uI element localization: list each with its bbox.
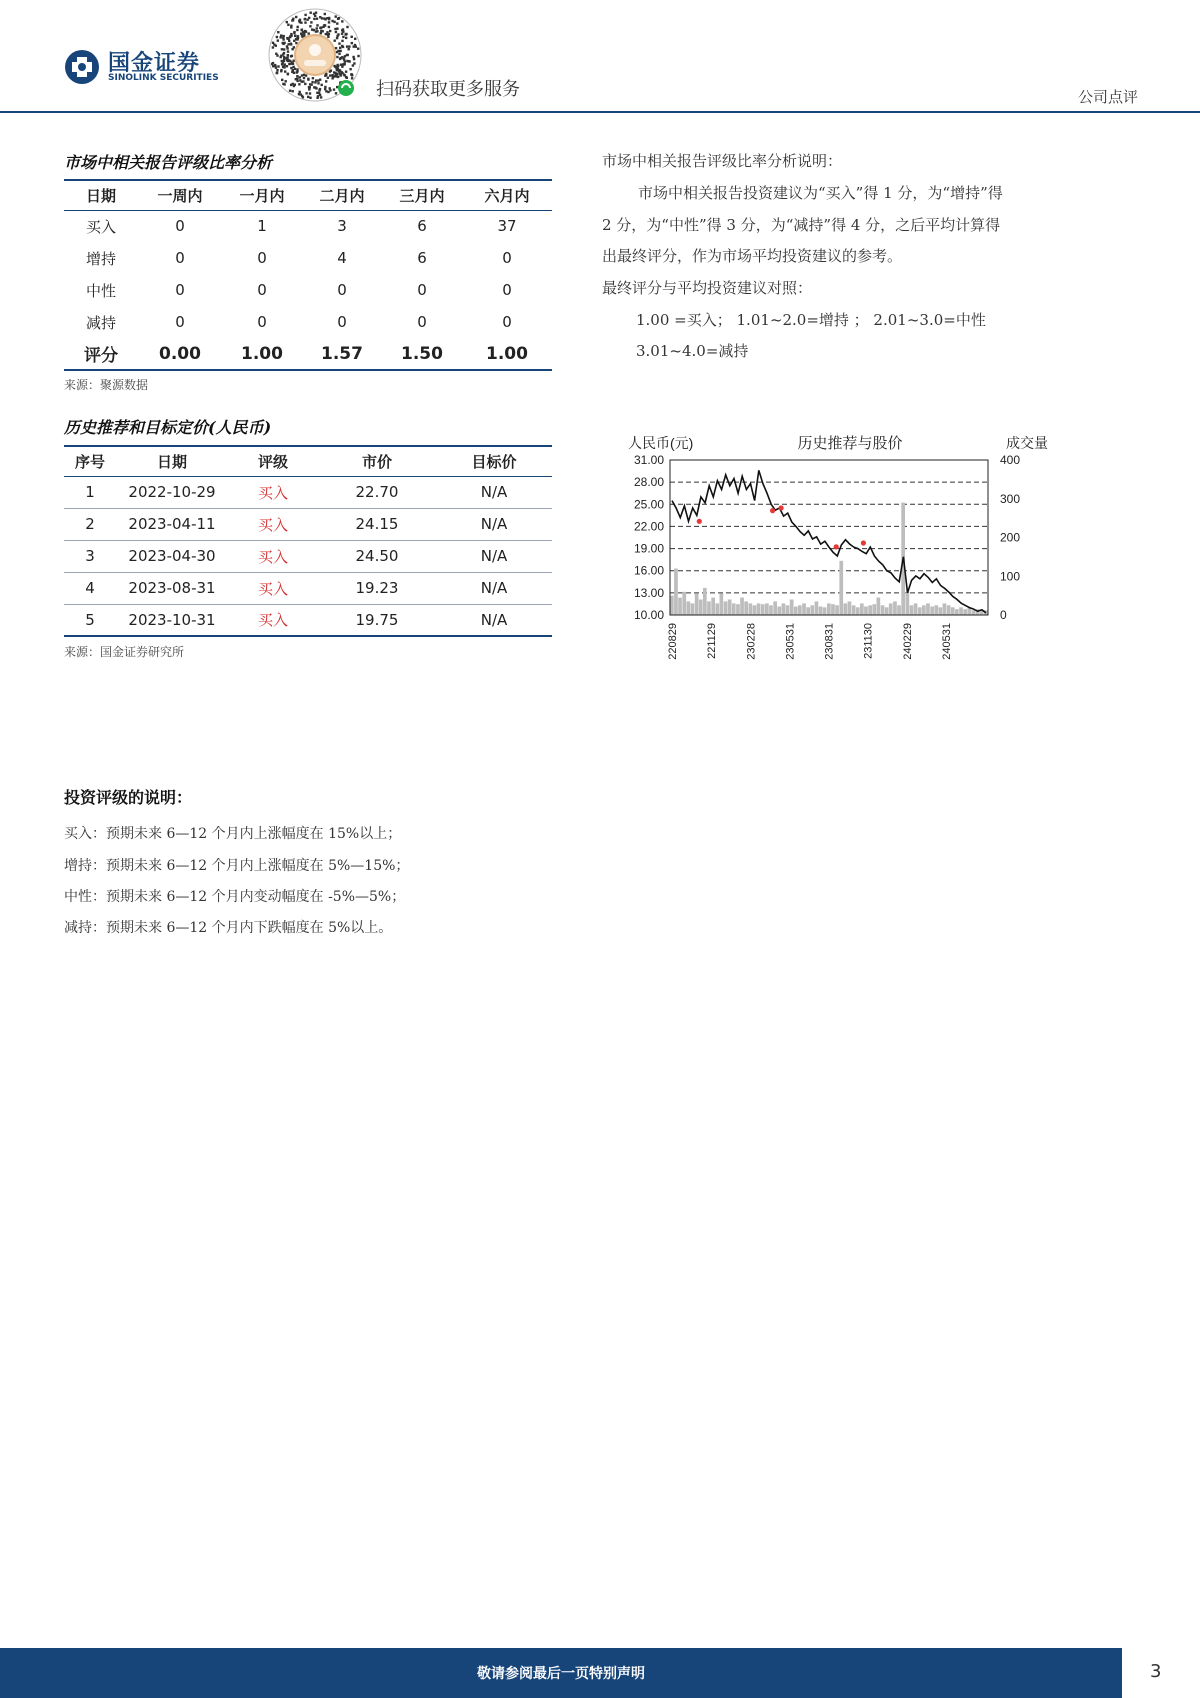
y-tick-label-right: 0 bbox=[1000, 608, 1007, 622]
volume-bar bbox=[806, 607, 810, 615]
y-tick-label-right: 300 bbox=[1000, 491, 1021, 506]
table-cell: 1.57 bbox=[321, 343, 363, 364]
volume-bar bbox=[678, 598, 682, 615]
volume-bar bbox=[823, 607, 827, 615]
table-cell: 2023-08-31 bbox=[128, 579, 216, 597]
volume-bar bbox=[695, 594, 699, 615]
table-cell: 3 bbox=[337, 217, 347, 236]
rating-cell: 买入 bbox=[257, 611, 288, 630]
volume-bar bbox=[827, 603, 831, 615]
table-cell: 2023-04-30 bbox=[128, 547, 216, 565]
volume-bar bbox=[930, 607, 934, 616]
table-cell: 0 bbox=[417, 313, 427, 331]
x-tick-label: 240229 bbox=[901, 623, 914, 660]
table-cell: 22.70 bbox=[355, 483, 399, 501]
volume-bar bbox=[736, 604, 740, 615]
table-cell: 2023-10-31 bbox=[128, 610, 216, 629]
table-cell: 1.00 bbox=[241, 343, 283, 364]
logo-english-name: SINOLINK SECURITIES bbox=[108, 73, 219, 83]
volume-bar bbox=[918, 607, 922, 615]
chart-gridlines bbox=[670, 482, 988, 593]
recommendation-marker bbox=[861, 540, 866, 545]
y-tick-label-left: 13.00 bbox=[633, 585, 664, 600]
volume-bar bbox=[943, 603, 947, 615]
rating-definition-buy: 买入：预期未来 6—12 个月内上涨幅度在 15%以上； bbox=[64, 826, 402, 842]
y-tick-label-right: 200 bbox=[1000, 530, 1021, 545]
plot-frame bbox=[670, 460, 988, 615]
chart-ylabel-right: 成交量 bbox=[1006, 435, 1048, 451]
rating-definition-overweight: 增持：预期未来 6—12 个月内上涨幅度在 5%—15%； bbox=[64, 858, 410, 874]
y-axis-right-ticks bbox=[1000, 453, 1020, 622]
price-line-group bbox=[672, 470, 986, 613]
volume-bar bbox=[703, 588, 707, 615]
explanation-line: 市场中相关报告投资建议为“买入”得 1 分，为“增持”得 bbox=[638, 184, 1003, 202]
volume-bar bbox=[802, 603, 806, 615]
explanation-line: 1.00 =买入； 1.01~2.0=增持 ； 2.01~3.0=中性 bbox=[636, 311, 986, 329]
row-label: 评分 bbox=[84, 346, 118, 366]
table-cell: 1.00 bbox=[486, 343, 528, 364]
history-table-title: 历史推荐和目标定价(人民币) bbox=[64, 418, 272, 437]
table-row bbox=[64, 540, 552, 572]
volume-bar bbox=[947, 605, 951, 615]
volume-bar bbox=[963, 609, 967, 615]
volume-area bbox=[670, 503, 988, 615]
footer-disclaimer-note: 敬请参阅最后一页特别声明 bbox=[477, 1666, 645, 1682]
x-tick-label: 230831 bbox=[823, 623, 836, 660]
table-cell: N/A bbox=[480, 579, 508, 597]
explanation-line: 出最终评分，作为市场平均投资建议的参考。 bbox=[602, 247, 903, 265]
volume-bar bbox=[765, 603, 769, 615]
volume-bar bbox=[864, 607, 868, 616]
volume-bar bbox=[967, 608, 971, 615]
volume-bar bbox=[877, 598, 881, 615]
volume-bar bbox=[868, 605, 872, 615]
column-header: 二月内 bbox=[319, 186, 365, 205]
volume-bar bbox=[934, 605, 938, 615]
volume-bar bbox=[724, 601, 728, 615]
row-label: 减持 bbox=[85, 313, 116, 332]
volume-bar bbox=[922, 605, 926, 615]
column-header: 三月内 bbox=[399, 186, 445, 205]
explanation-title: 市场中相关报告评级比率分析说明： bbox=[602, 152, 843, 170]
table-cell: 0 bbox=[175, 313, 185, 331]
page-number: 3 bbox=[1150, 1661, 1162, 1682]
rating-table-title: 市场中相关报告评级比率分析 bbox=[64, 153, 273, 172]
volume-bar bbox=[786, 605, 790, 615]
volume-bar bbox=[852, 605, 856, 615]
table-row bbox=[64, 476, 552, 508]
table-cell: 0 bbox=[337, 281, 347, 299]
volume-bar bbox=[815, 601, 819, 615]
volume-bar bbox=[707, 601, 711, 615]
table-cell: 0 bbox=[175, 249, 185, 267]
table-cell: 4 bbox=[85, 579, 95, 597]
price-history-chart bbox=[615, 430, 1075, 690]
table-row bbox=[64, 210, 552, 242]
volume-bar bbox=[794, 607, 798, 616]
table-cell: 24.15 bbox=[355, 515, 399, 533]
document-type-label: 公司点评 bbox=[1077, 88, 1138, 106]
volume-bar bbox=[715, 603, 719, 615]
x-tick-label: 220829 bbox=[667, 623, 679, 660]
volume-bar bbox=[749, 603, 753, 615]
volume-bar bbox=[831, 604, 835, 615]
volume-bar bbox=[972, 610, 976, 615]
rating-definition-neutral: 中性：预期未来 6—12 个月内变动幅度在 -5%—5%； bbox=[64, 889, 406, 905]
volume-bar bbox=[761, 604, 765, 615]
y-tick-label-right: 100 bbox=[1000, 569, 1021, 584]
table-row bbox=[64, 306, 552, 338]
volume-bar bbox=[939, 607, 943, 615]
volume-bar bbox=[910, 605, 914, 615]
table-cell: 0 bbox=[257, 249, 267, 267]
volume-bar bbox=[980, 611, 984, 615]
volume-bar bbox=[881, 605, 885, 615]
volume-bar bbox=[740, 598, 744, 615]
table-cell: 0 bbox=[257, 281, 267, 299]
volume-bar bbox=[773, 601, 777, 615]
score-row bbox=[64, 338, 552, 370]
table-cell: 1.50 bbox=[401, 343, 443, 364]
table-cell: 0 bbox=[257, 313, 267, 331]
y-tick-label-left: 28.00 bbox=[633, 475, 664, 490]
qr-caption: 扫码获取更多服务 bbox=[376, 79, 520, 100]
column-header: 日期 bbox=[85, 186, 116, 205]
column-header: 一周内 bbox=[157, 186, 203, 205]
x-tick-label: 221129 bbox=[706, 623, 719, 659]
mini-program-qr-code[interactable] bbox=[266, 6, 364, 104]
volume-bar bbox=[835, 605, 839, 615]
column-header: 六月内 bbox=[484, 186, 530, 205]
table-cell: 37 bbox=[497, 217, 517, 236]
table-cell: 6 bbox=[417, 249, 427, 267]
table-row bbox=[64, 242, 552, 274]
y-tick-label-left: 19.00 bbox=[633, 541, 664, 556]
volume-bar bbox=[959, 607, 963, 615]
volume-bar bbox=[897, 605, 901, 615]
volume-bar bbox=[769, 605, 773, 615]
volume-bar bbox=[728, 600, 732, 616]
y-tick-label-left: 31.00 bbox=[633, 453, 664, 467]
recommendation-history-table bbox=[64, 445, 552, 637]
table-cell: 19.23 bbox=[355, 579, 399, 597]
row-label: 中性 bbox=[85, 281, 116, 300]
volume-bar bbox=[955, 609, 959, 615]
table-cell: 2022-10-29 bbox=[128, 483, 216, 501]
volume-bar bbox=[687, 601, 691, 615]
y-tick-label-left: 25.00 bbox=[633, 497, 664, 512]
column-header: 一月内 bbox=[239, 186, 285, 205]
column-header: 评级 bbox=[257, 452, 288, 471]
table-cell: 0 bbox=[175, 281, 185, 299]
volume-bar bbox=[819, 607, 823, 616]
investment-rating-title: 投资评级的说明： bbox=[64, 788, 193, 807]
volume-bar bbox=[682, 592, 686, 615]
volume-bar bbox=[699, 600, 703, 616]
explanation-line: 最终评分与平均投资建议对照： bbox=[602, 279, 813, 297]
volume-bar bbox=[810, 605, 814, 615]
row-label: 增持 bbox=[85, 249, 116, 268]
table-cell: 0 bbox=[417, 281, 427, 299]
volume-bar bbox=[844, 603, 848, 615]
x-tick-label: 230531 bbox=[784, 623, 797, 660]
y-tick-label-right: 400 bbox=[1000, 453, 1021, 467]
volume-bar bbox=[856, 607, 860, 615]
volume-bar bbox=[670, 596, 674, 615]
table-cell: 0 bbox=[502, 249, 512, 267]
y-axis-left-ticks bbox=[634, 453, 664, 622]
table-row bbox=[64, 572, 552, 604]
table-cell: N/A bbox=[480, 515, 508, 533]
volume-bar bbox=[926, 603, 930, 615]
volume-bar bbox=[839, 561, 843, 615]
volume-bar bbox=[691, 603, 695, 615]
y-tick-label-left: 16.00 bbox=[633, 563, 664, 578]
volume-bar bbox=[951, 607, 955, 615]
table-header-row bbox=[64, 180, 552, 210]
volume-bar bbox=[798, 605, 802, 615]
volume-bar bbox=[744, 601, 748, 615]
volume-bar bbox=[885, 607, 889, 615]
volume-bar bbox=[732, 603, 736, 615]
table-cell: N/A bbox=[480, 610, 508, 629]
x-tick-label: 231130 bbox=[862, 623, 875, 659]
volume-bar bbox=[893, 601, 897, 615]
x-tick-label: 240531 bbox=[941, 623, 953, 660]
x-axis-ticks bbox=[667, 623, 953, 660]
table-row bbox=[64, 604, 552, 636]
table-cell: 1 bbox=[257, 217, 267, 236]
column-header: 日期 bbox=[156, 452, 187, 471]
table-cell: 0 bbox=[502, 313, 512, 331]
volume-bar bbox=[777, 607, 781, 616]
table-header-row bbox=[64, 446, 552, 476]
table-cell: N/A bbox=[480, 547, 508, 565]
column-header: 序号 bbox=[74, 452, 105, 471]
volume-bar bbox=[872, 604, 876, 615]
table-cell: 2023-04-11 bbox=[128, 515, 216, 533]
rating-cell: 买入 bbox=[257, 483, 288, 502]
volume-bar bbox=[757, 603, 761, 615]
volume-bar bbox=[711, 598, 715, 615]
explanation-line: 3.01~4.0=减持 bbox=[636, 342, 749, 360]
table-row bbox=[64, 274, 552, 306]
table-cell: 0 bbox=[175, 217, 185, 236]
volume-bar bbox=[753, 605, 757, 615]
logo-chinese-name: 国金证券 bbox=[108, 51, 201, 76]
history-table-source: 来源：国金证券研究所 bbox=[64, 645, 185, 659]
y-tick-label-left: 10.00 bbox=[633, 608, 664, 622]
volume-bar bbox=[782, 603, 786, 615]
recommendation-marker bbox=[779, 505, 784, 510]
recommendation-marker bbox=[697, 519, 702, 524]
table-row bbox=[64, 508, 552, 540]
rating-cell: 买入 bbox=[257, 579, 288, 598]
volume-bar bbox=[674, 569, 678, 616]
column-header: 目标价 bbox=[471, 452, 517, 471]
recommendation-marker bbox=[834, 544, 839, 549]
column-header: 市价 bbox=[361, 452, 392, 471]
rating-ratio-table bbox=[64, 179, 552, 371]
sinolink-logo-icon bbox=[64, 49, 100, 85]
table-cell: 24.50 bbox=[355, 547, 399, 565]
chart-ylabel-left: 人民币(元) bbox=[628, 435, 694, 451]
table-cell: 19.75 bbox=[355, 610, 399, 629]
rating-cell: 买入 bbox=[257, 547, 288, 566]
rating-cell: 买入 bbox=[257, 515, 288, 534]
chart-title: 历史推荐与股价 bbox=[797, 435, 903, 452]
table-cell: N/A bbox=[480, 483, 508, 501]
table-cell: 2 bbox=[85, 515, 95, 533]
x-tick-label: 230228 bbox=[745, 623, 758, 660]
explanation-line: 2 分，为“中性”得 3 分，为“减持”得 4 分，之后平均计算得 bbox=[602, 216, 1001, 234]
rating-definition-underweight: 减持：预期未来 6—12 个月内下跌幅度在 5%以上。 bbox=[64, 920, 393, 936]
volume-bar bbox=[848, 601, 852, 615]
price-line bbox=[672, 470, 986, 613]
table-cell: 0 bbox=[337, 313, 347, 331]
table-cell: 5 bbox=[85, 610, 95, 629]
volume-bar bbox=[720, 594, 724, 615]
table-cell: 6 bbox=[417, 217, 427, 236]
table-cell: 1 bbox=[85, 483, 95, 501]
table-cell: 0.00 bbox=[159, 343, 201, 364]
recommendation-marker bbox=[770, 508, 775, 513]
volume-bar bbox=[914, 603, 918, 615]
volume-bar bbox=[889, 603, 893, 615]
row-label: 买入 bbox=[85, 217, 116, 236]
y-tick-label-left: 22.00 bbox=[633, 519, 664, 534]
table-cell: 0 bbox=[502, 281, 512, 299]
table-cell: 4 bbox=[337, 249, 347, 267]
table-cell: 3 bbox=[85, 547, 95, 565]
volume-bar bbox=[906, 592, 910, 615]
volume-bar bbox=[790, 600, 794, 616]
volume-bar bbox=[860, 603, 864, 615]
rating-table-source: 来源：聚源数据 bbox=[64, 378, 149, 392]
header-divider bbox=[0, 111, 1200, 113]
